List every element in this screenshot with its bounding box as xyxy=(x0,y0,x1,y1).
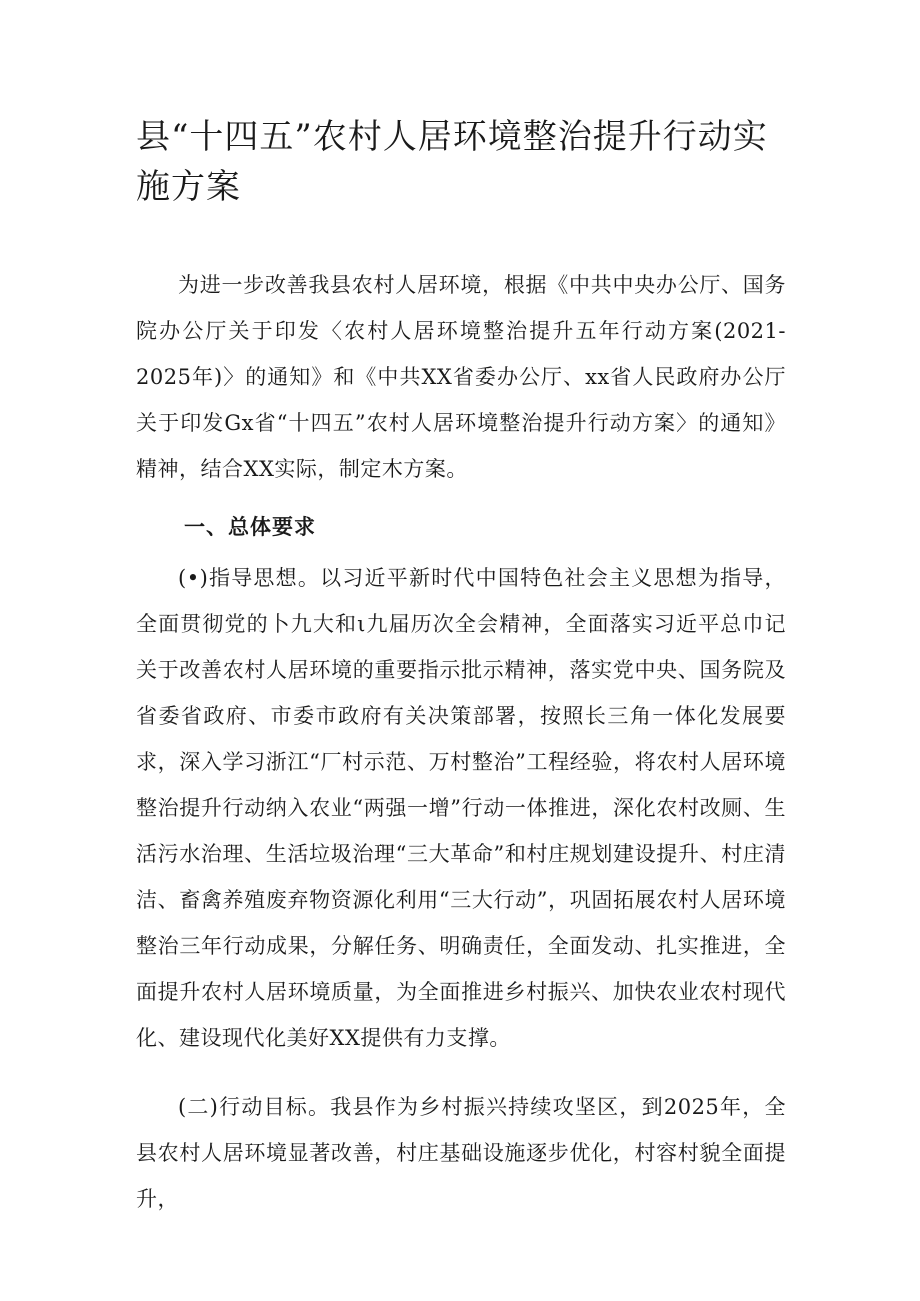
intro-paragraph: 为进一步改善我县农村人居环境，根据《中共中央办公厅、国务院办公厅关于印发〈农村人居环境整治提升五年行动方案(2021-2025年)〉的通知》和《中共XX省委办公厅、xx省人民政府办公厅关于印发Gx省“十四五”农村人居环境整治提升行动方案〉的通知》精神，结合XX实际，制定木方案。 xyxy=(136,273,786,481)
document-title: 县“十四五”农村人居环境整治提升行动实施方案 xyxy=(136,117,768,207)
action-goal-paragraph: (二)行动目标。我县作为乡村振兴持续攻坚区，到2025年，全县农村人居环境显著改善，村庄基础设施逐步优化，村容村貌全面提升， xyxy=(136,1095,786,1211)
section-heading-general-requirements: 一、总体要求 xyxy=(184,515,316,539)
guiding-thought-paragraph: (•)指导思想。以习近平新时代中国特色社会主义思想为指导，全面贯彻党的卜九大和ι九届历次全会精神，全面落实习近平总巾记关于改善农村人居环境的重要指示批示精神，落实党中央、国务院及省委省政府、市委市政府有关决策部署，按照长三角一体化发展要求，深入学习浙江“厂村示范、万村整治”工程经验，将农村人居环境整治提升行动纳入农业“两强一增”行动一体推进，深化农村改厕、生活污水治理、生活垃圾治理“三大革命”和村庄规划建设提升、村庄清洁、畜禽养殖废弃物资源化利用“三大行动”，巩固拓展农村人居环境整治三年行动成果，分解任务、明确责任，全面发动、扎实推进，全面提升农村人居环境质量，为全面推进乡村振兴、加快农业农村现代化、建设现代化美好XX提供有力支撑。 xyxy=(136,566,786,1050)
